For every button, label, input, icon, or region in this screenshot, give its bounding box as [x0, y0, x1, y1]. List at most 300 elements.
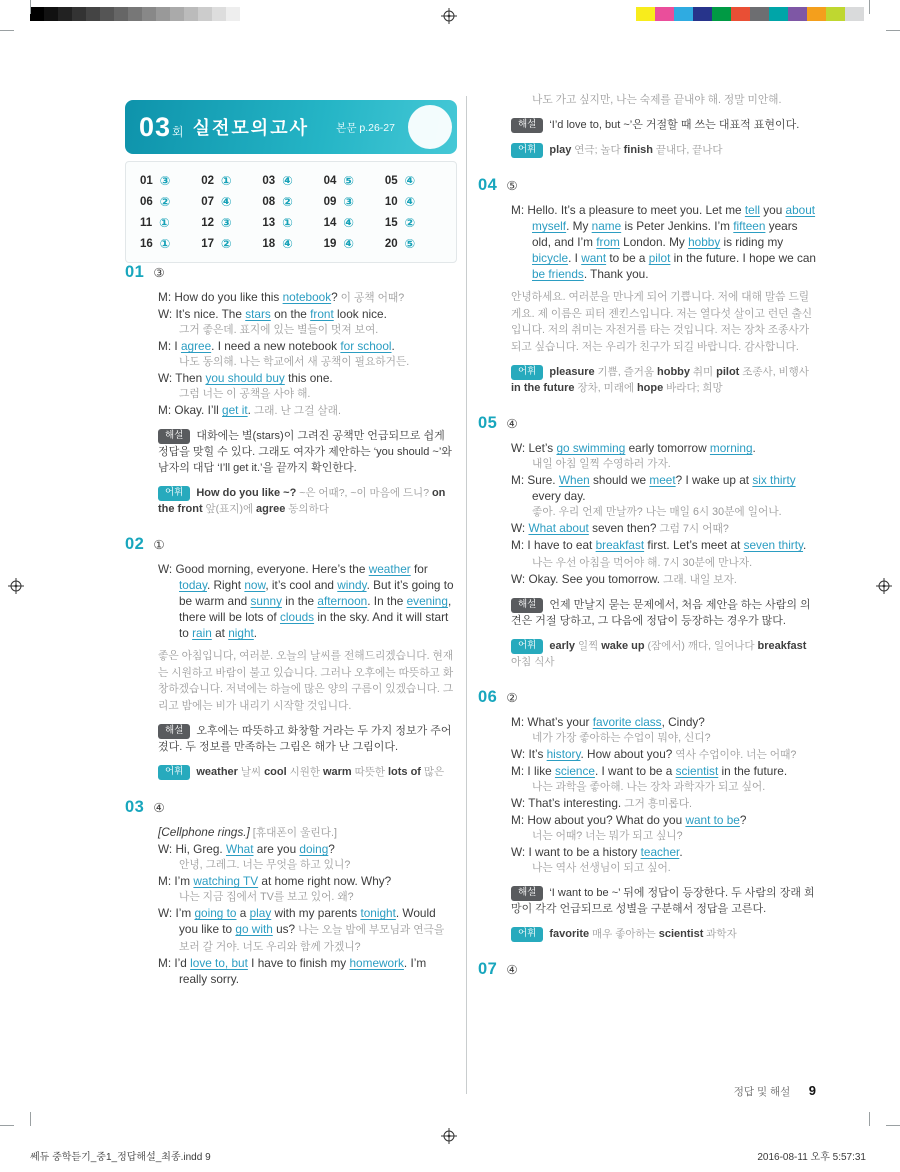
- explanation-badge: 해설: [511, 118, 543, 133]
- grayscale-swatch: [44, 7, 58, 21]
- color-swatch: [845, 7, 864, 21]
- answer-choice: ④: [404, 195, 416, 209]
- text-segment: I’m: [174, 874, 194, 888]
- dialogue-line: [158, 955, 457, 987]
- answer-cell: [383, 233, 444, 254]
- text-segment: finish: [623, 144, 653, 156]
- question-number: 11: [140, 216, 153, 229]
- korean-translation: 나는 역사 선생님이 되고 싶어.: [532, 862, 671, 874]
- text-segment: 일찍: [575, 640, 602, 652]
- korean-translation-paragraph: 안녕하세요. 여러분을 만나게 되어 기쁩니다. 저에 대해 말씀 드릴게요. 제 이름은 피터 젠킨스입니다. 저는 열다섯 살이고 런던 출신입니다. 저의 취미는 자전거를 타는 것입니다. 저는 장차 조종사가 되고 싶습니다. 저는 우리가 친구가 되길 바랍니다. 감사합니다.: [511, 291, 813, 353]
- text-segment: rain: [192, 626, 212, 640]
- question-number: 01: [140, 174, 153, 187]
- registration-mark-icon: [8, 578, 24, 594]
- text-segment: London. My: [619, 235, 689, 249]
- korean-translation: 그럼 너는 이 공책을 사야 해.: [179, 388, 311, 400]
- text-segment: history: [546, 747, 581, 761]
- speaker-label: M:: [511, 473, 528, 487]
- grayscale-swatch: [100, 7, 114, 21]
- text-segment: I: [174, 339, 181, 353]
- text-segment: favorite: [549, 928, 590, 940]
- section-body: [511, 92, 816, 158]
- answer-row: [138, 191, 444, 212]
- text-segment: name: [591, 219, 622, 233]
- text-segment: wake up: [601, 640, 645, 652]
- answer-cell: [260, 212, 321, 233]
- vocabulary-badge: 어휘: [511, 143, 543, 158]
- text-segment: . I’m really sorry.: [179, 956, 427, 986]
- text-segment: warm: [322, 766, 352, 778]
- answer-choice: ④: [221, 195, 232, 209]
- text-segment: . Thank you.: [583, 267, 649, 281]
- section-heading: [125, 263, 457, 282]
- grayscale-calibration-bar: [30, 7, 254, 21]
- vocabulary-paragraph: [158, 485, 457, 517]
- vocabulary-badge: 어휘: [158, 486, 190, 501]
- text-segment: ?: [739, 813, 747, 827]
- korean-translation: 너는 어때? 너는 뭐가 되고 싶니?: [532, 830, 683, 842]
- color-swatch: [636, 7, 655, 21]
- text-segment: .: [679, 845, 683, 859]
- vocabulary-badge: 어휘: [511, 927, 543, 942]
- text-segment: 날씨: [237, 766, 265, 778]
- text-segment: favorite class: [592, 715, 662, 729]
- crop-mark: [0, 1125, 14, 1126]
- dialogue-line: [511, 812, 816, 828]
- answer-row: [138, 233, 444, 254]
- crop-mark: [869, 1112, 870, 1126]
- text-segment: breakfast: [595, 538, 645, 552]
- text-segment: early tomorrow: [625, 441, 710, 455]
- text-segment: Hi, Greg.: [175, 842, 226, 856]
- question-number: 10: [384, 195, 398, 208]
- answer-cell: [138, 233, 199, 254]
- text-segment: get it: [222, 403, 248, 417]
- section-heading: [478, 176, 816, 195]
- question-section-07: [478, 960, 816, 979]
- question-section-05: [478, 414, 816, 670]
- korean-translation: 나는 과학을 좋아해. 나는 장차 과학자가 되고 싶어.: [532, 781, 766, 793]
- text-segment: scientist: [658, 928, 704, 940]
- text-segment: agree: [180, 339, 212, 353]
- color-swatch: [693, 7, 712, 21]
- text-segment: ‘I want to be ~’ 뒤에 정답이 등장한다. 두 사람의 장래 희망이 각각 언급되므로 성별을 구분해서 정답을 고른다.: [511, 887, 815, 915]
- korean-translation: 네가 가장 좋아하는 수업이 뭐야, 신디?: [532, 732, 711, 744]
- color-swatch: [826, 7, 845, 21]
- question-section-03: [125, 798, 457, 987]
- section-body: [511, 202, 816, 396]
- text-segment: 대화에는 별(stars)이 그려진 공책만 언급되므로 쉽게 정답을 맞힐 수 있다. 그래도 여자가 제안하는 ‘you should ~’와 남자의 대답 ‘I’ll get it.’을 끝까지 확인한다.: [158, 430, 452, 474]
- text-segment: 동의하다: [285, 503, 329, 515]
- text-segment: Then: [175, 371, 206, 385]
- vocabulary-paragraph: [511, 364, 816, 396]
- text-segment: look nice.: [333, 307, 387, 321]
- text-segment: go with: [235, 922, 273, 936]
- answer-cell: [199, 170, 260, 191]
- right-column: [478, 92, 816, 986]
- grayscale-swatch: [142, 7, 156, 21]
- text-segment: I have to eat: [527, 538, 596, 552]
- section-body: [158, 824, 457, 987]
- answer-choice: ①: [282, 216, 293, 230]
- dialogue-line: [158, 306, 457, 322]
- text-segment: is Peter Jenkins. I’m: [621, 219, 734, 233]
- dialogue-line: [511, 714, 816, 730]
- vocabulary-paragraph: [158, 764, 457, 780]
- answer-choice: ②: [282, 195, 293, 209]
- answer-cell: [383, 170, 444, 191]
- text-segment: night: [228, 626, 254, 640]
- text-segment: homework: [349, 956, 404, 970]
- korean-translation: 나도 가고 싶지만, 나는 숙제를 끝내야 해. 정말 미안해.: [532, 94, 782, 106]
- registration-mark-icon: [441, 1128, 457, 1144]
- text-segment: windy: [337, 578, 367, 592]
- text-segment: on the: [270, 307, 311, 321]
- section-heading: [478, 414, 816, 433]
- question-number: 18: [262, 237, 276, 250]
- text-segment: , it’s cool and: [265, 578, 338, 592]
- text-segment: 조종사, 비행사: [739, 366, 809, 378]
- answer-choice: ②: [221, 237, 232, 251]
- text-segment: at: [211, 626, 229, 640]
- text-segment: first. Let’s meet at: [644, 538, 744, 552]
- text-segment: 그럼 7시 어때?: [656, 523, 729, 535]
- text-segment: love to, but: [190, 956, 248, 970]
- text-segment: [Cellphone rings.]: [158, 825, 250, 839]
- color-swatch: [807, 7, 826, 21]
- round-number: 03: [139, 111, 172, 142]
- text-segment: from: [596, 235, 620, 249]
- text-segment: . How about you?: [580, 747, 673, 761]
- question-number: 02: [201, 174, 214, 187]
- question-answer: ④: [153, 801, 165, 815]
- explanation-paragraph: [511, 117, 816, 133]
- question-section-04: [478, 176, 816, 396]
- text-segment: seven then?: [588, 521, 657, 535]
- text-segment: 이 공책 어때?: [337, 292, 405, 304]
- text-segment: 장차, 미래에: [574, 382, 637, 394]
- text-segment: cool: [264, 766, 287, 778]
- text-segment: 아침 식사: [511, 656, 555, 668]
- text-segment: play: [249, 906, 272, 920]
- text-segment: 그래. 내일 보자.: [660, 574, 737, 586]
- text-segment: When: [558, 473, 590, 487]
- answer-cell: [322, 212, 383, 233]
- text-segment: now: [244, 578, 266, 592]
- text-segment: 매우 좋아하는: [589, 928, 659, 940]
- text-segment: , there will be lots of: [179, 594, 452, 624]
- answer-choice: ④: [343, 237, 354, 251]
- text-segment: for school: [340, 339, 392, 353]
- speaker-label: M:: [158, 290, 175, 304]
- text-segment: Good morning, everyone. Here’s the: [175, 562, 369, 576]
- text-segment: Hello. It’s a pleasure to meet you. Let me: [527, 203, 745, 217]
- text-segment: scientist: [675, 764, 719, 778]
- question-number: 03: [125, 798, 145, 816]
- question-number: 02: [125, 535, 145, 553]
- text-segment: . Right: [206, 578, 245, 592]
- speaker-label: M:: [158, 874, 175, 888]
- text-segment: you: [759, 203, 786, 217]
- text-segment: a: [236, 906, 250, 920]
- section-body: [158, 561, 457, 780]
- vocabulary-badge: 어휘: [511, 639, 543, 654]
- text-segment: going to: [194, 906, 237, 920]
- text-segment: 나는 우선 아침을 먹어야 해. 7시 30분에 만나자.: [532, 557, 753, 569]
- dialogue-line: [511, 571, 816, 588]
- answer-row: [138, 170, 444, 191]
- test-header-banner: [125, 100, 457, 154]
- speaker-label: M:: [158, 956, 175, 970]
- text-segment: in the: [281, 594, 318, 608]
- question-number: 17: [201, 237, 214, 250]
- text-segment: you should buy: [205, 371, 285, 385]
- text-segment: seven thirty: [743, 538, 804, 552]
- text-segment: in the future: [511, 382, 575, 394]
- dialogue-line: [511, 763, 816, 779]
- round-number-group: [139, 112, 184, 143]
- text-segment: want: [581, 251, 607, 265]
- section-heading: [478, 688, 816, 707]
- text-segment: are you: [253, 842, 300, 856]
- text-segment: in the future. I hope we can: [670, 251, 816, 265]
- korean-translation: 그거 좋은데. 표지에 있는 별들이 멋져 보여.: [179, 324, 379, 336]
- section-heading: [125, 798, 457, 817]
- text-segment: is riding my: [720, 235, 784, 249]
- text-segment: I’d: [174, 956, 191, 970]
- text-segment: .: [803, 538, 807, 552]
- question-section-02: [125, 535, 457, 780]
- speaker-label: W:: [158, 842, 176, 856]
- question-number: 03: [262, 174, 276, 187]
- text-segment: .: [247, 403, 251, 417]
- text-segment: weather: [196, 766, 238, 778]
- color-swatch: [731, 7, 750, 21]
- text-segment: fifteen: [733, 219, 766, 233]
- question-number: 07: [478, 960, 498, 978]
- speaker-label: M:: [511, 764, 528, 778]
- explanation-badge: 해설: [511, 886, 543, 901]
- text-segment: doing: [299, 842, 329, 856]
- question-number: 20: [384, 237, 398, 250]
- text-segment: us?: [272, 922, 296, 936]
- speaker-label: M:: [511, 715, 528, 729]
- vocabulary-badge: 어휘: [511, 365, 543, 380]
- explanation-paragraph: [158, 428, 457, 476]
- speaker-label: M:: [158, 403, 175, 417]
- text-segment: ‘I’d love to, but ~’은 거절할 때 쓰는 대표적 표현이다.: [549, 119, 800, 131]
- grayscale-swatch: [72, 7, 86, 21]
- text-segment: . My: [566, 219, 592, 233]
- answer-choice: ④: [343, 216, 354, 230]
- vocabulary-badge: 어휘: [158, 765, 190, 780]
- text-segment: (잠에서) 깨다, 일어나다: [644, 640, 758, 652]
- answer-cell: [199, 191, 260, 212]
- text-segment: notebook: [282, 290, 332, 304]
- text-segment: Let’s: [528, 441, 557, 455]
- color-swatch: [712, 7, 731, 21]
- question-answer: ②: [506, 691, 518, 705]
- dialogue-line: [511, 440, 816, 456]
- text-segment: That’s interesting.: [528, 796, 622, 810]
- text-segment: . I: [568, 251, 582, 265]
- grayscale-swatch: [114, 7, 128, 21]
- text-segment: about myself: [532, 203, 816, 233]
- text-segment: hobby: [657, 366, 690, 378]
- text-segment: ~은 어때?, ~이 마음에 드니?: [296, 487, 432, 499]
- explanation-badge: 해설: [511, 598, 543, 613]
- content-footer: [478, 1082, 816, 1100]
- speaker-label: M:: [158, 339, 175, 353]
- vocabulary-paragraph: [511, 926, 816, 942]
- text-segment: today: [179, 578, 207, 592]
- answer-cell: [383, 191, 444, 212]
- question-number: 09: [323, 195, 337, 208]
- text-segment: ?: [328, 842, 335, 856]
- dialogue-line: [511, 537, 816, 571]
- text-segment: should we: [589, 473, 650, 487]
- answer-choice: ③: [221, 216, 232, 230]
- print-filename: 쎄듀 중학듣기_중1_정답해설_최종.indd 9: [30, 1152, 211, 1163]
- speaker-label: W:: [511, 441, 529, 455]
- answer-choice: ①: [221, 174, 232, 188]
- text-segment: 바라다; 희망: [663, 382, 723, 394]
- section-body: [511, 714, 816, 942]
- speaker-label: W:: [511, 747, 529, 761]
- explanation-paragraph: [511, 885, 816, 917]
- question-number: 14: [323, 216, 337, 229]
- korean-translation-paragraph: 좋은 아침입니다, 여러분. 오늘의 날씨를 전해드리겠습니다. 현재는 시원하고 바람이 불고 있습니다. 그러나 오후에는 따뜻하고 화창하겠습니다. 저녁에는 하늘에 많은 양의 구름이 있겠습니다. 그리고 밤에는 비가 내리기 시작할 것입니다.: [158, 650, 454, 712]
- footer-page-number: 9: [808, 1083, 816, 1098]
- text-segment: 취미: [690, 366, 717, 378]
- text-segment: What’s your: [527, 715, 593, 729]
- vocabulary-paragraph: [511, 638, 816, 670]
- text-segment: go swimming: [556, 441, 626, 455]
- text-segment: . But it’s going to be warm and: [179, 578, 454, 608]
- text-segment: Okay. I’ll: [174, 403, 223, 417]
- text-segment: How do you like this: [174, 290, 283, 304]
- text-segment: tell: [744, 203, 760, 217]
- grayscale-swatch: [184, 7, 198, 21]
- text-segment: I like: [527, 764, 555, 778]
- question-section-06: [478, 688, 816, 942]
- text-segment: . I want to be a: [594, 764, 676, 778]
- text-segment: hobby: [688, 235, 721, 249]
- crop-mark: [30, 1112, 31, 1126]
- text-segment: I have to finish my: [247, 956, 350, 970]
- text-segment: It’s nice. The: [175, 307, 246, 321]
- text-segment: , Cindy?: [661, 715, 705, 729]
- grayscale-swatch: [212, 7, 226, 21]
- answer-choice: ②: [404, 216, 416, 230]
- question-number: 13: [262, 216, 276, 229]
- color-swatch: [788, 7, 807, 21]
- text-segment: ?: [331, 290, 338, 304]
- text-segment: .: [752, 441, 756, 455]
- speaker-label: W:: [158, 906, 176, 920]
- text-segment: be friends: [532, 267, 584, 281]
- dialogue-line: [158, 841, 457, 857]
- text-segment: want to be: [685, 813, 740, 827]
- crop-mark: [869, 0, 870, 14]
- speaker-label: W:: [511, 796, 529, 810]
- answer-grid: [125, 161, 457, 263]
- text-segment: evening: [406, 594, 448, 608]
- section-heading: [478, 960, 816, 979]
- question-number: 01: [125, 263, 145, 281]
- crop-mark: [886, 30, 900, 31]
- text-segment: I’m: [175, 906, 195, 920]
- text-segment: to be a: [606, 251, 649, 265]
- answer-cell: [260, 191, 321, 212]
- text-segment: watching TV: [193, 874, 259, 888]
- dialogue-line: [158, 402, 457, 419]
- answer-cell: [199, 233, 260, 254]
- answer-choice: ②: [159, 195, 171, 209]
- left-column: [125, 100, 457, 987]
- explanation-paragraph: [511, 597, 816, 629]
- question-number: 05: [478, 414, 498, 432]
- text-segment: lots of: [387, 766, 421, 778]
- text-segment: 오후에는 따뜻하고 화창할 거라는 두 가지 정보가 주어졌다. 두 정보를 만족하는 그림은 해가 난 그림이다.: [158, 725, 452, 753]
- speaker-label: W:: [158, 562, 176, 576]
- answer-cell: [199, 212, 260, 233]
- text-segment: in the future.: [718, 764, 788, 778]
- text-segment: I want to be a history: [528, 845, 641, 859]
- text-segment: How about you? What do you: [527, 813, 686, 827]
- dialogue-line: [511, 202, 816, 282]
- text-segment: What: [225, 842, 254, 856]
- column-divider: [466, 96, 467, 1094]
- text-segment: stars: [245, 307, 271, 321]
- text-segment: pilot: [716, 366, 740, 378]
- dialogue-line: [158, 905, 457, 955]
- answer-cell: [138, 170, 199, 191]
- answer-choice: ⑤: [343, 174, 354, 188]
- text-segment: 앞(표지)에: [202, 503, 257, 515]
- speaker-label: W:: [511, 572, 529, 586]
- question-number: 12: [201, 216, 214, 229]
- speaker-label: W:: [511, 521, 529, 535]
- text-segment: science: [554, 764, 595, 778]
- text-segment: 그래. 난 그걸 살래.: [250, 405, 341, 417]
- registration-mark-icon: [876, 578, 892, 594]
- grayscale-swatch: [30, 7, 44, 21]
- dialogue-line: [158, 873, 457, 889]
- text-segment: afternoon: [317, 594, 368, 608]
- text-segment: years old, and I’m: [532, 219, 798, 249]
- text-segment: 역사 수업이야. 너는 어때?: [672, 749, 797, 761]
- section-body: [158, 289, 457, 517]
- text-segment: weather: [368, 562, 411, 576]
- question-number: 07: [201, 195, 214, 208]
- registration-mark-icon: [441, 8, 457, 24]
- answer-choice: ③: [343, 195, 354, 209]
- text-segment: .: [253, 626, 258, 640]
- answer-choice: ④: [282, 174, 293, 188]
- dialogue-line: [511, 795, 816, 812]
- question-answer: ④: [506, 417, 518, 431]
- question-number: 06: [140, 195, 153, 208]
- answer-cell: [322, 233, 383, 254]
- text-segment: play: [549, 144, 572, 156]
- question-number: 08: [262, 195, 276, 208]
- text-segment: . I need a new notebook: [211, 339, 341, 353]
- dialogue-line: [511, 472, 816, 504]
- text-segment: tonight: [360, 906, 396, 920]
- explanation-badge: 해설: [158, 429, 190, 444]
- explanation-badge: 해설: [158, 724, 190, 739]
